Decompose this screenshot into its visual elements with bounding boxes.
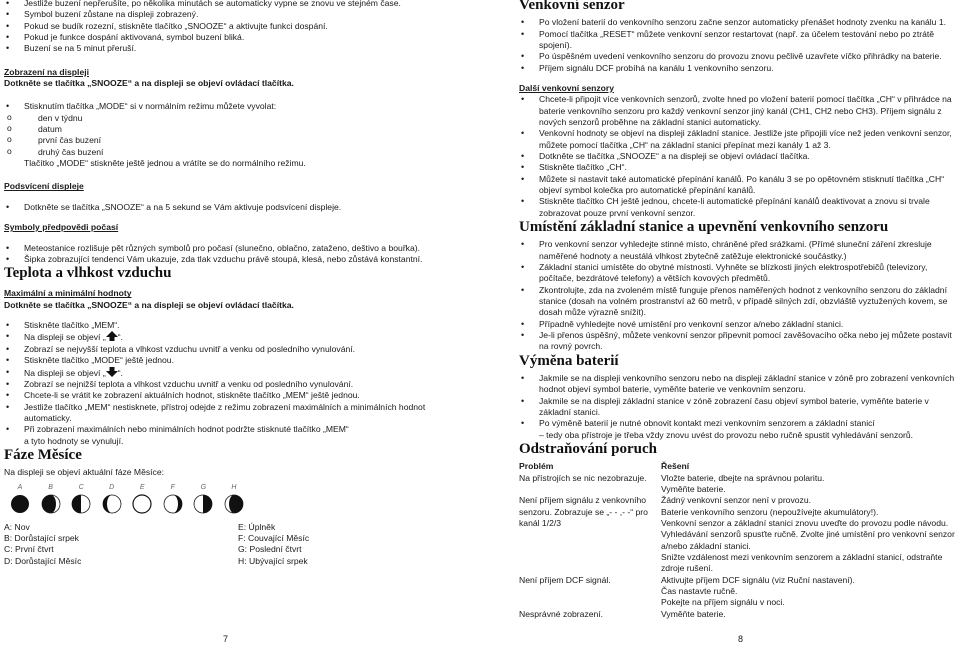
list-item: • Případně vyhledejte nové umístění pro venkovní senzor a/nebo základní stanici. bbox=[519, 319, 955, 330]
mode-bullet: • Stisknutím tlačítka „MODE“ si v normálním režimu můžete vyvolat: bbox=[4, 101, 444, 112]
list-item: • Na displeji se objeví „ “. bbox=[4, 331, 444, 343]
list-item: • Základní stanici umístěte do obytné místnosti. Vyhněte se blízkosti jiných elektrospotřebičů (televizory, počítače, bezdrátové telefony) a větších kovových předmětů. bbox=[519, 262, 955, 285]
solution-cell: Vložte baterie, dbejte na správnou polaritu. Vyměňte baterie. bbox=[661, 472, 825, 495]
right-column bbox=[519, 0, 955, 620]
moon-intro: Na displeji se objeví aktuální fáze Měsíce: bbox=[4, 467, 165, 478]
display-note: Dotkněte se tlačítka „SNOOZE“ a na displeji se objeví ovládací tlačítka. bbox=[4, 78, 294, 89]
list-item: • Stiskněte tlačítko CH ještě jednou, chcete-li automatické přepínání kanálů deaktivovat a znovu si trvale zobrazovat pouze první venkovní senzor. bbox=[519, 196, 955, 219]
phase-item: F: Couvající Měsíc bbox=[238, 533, 310, 544]
full-moon-icon bbox=[132, 494, 152, 514]
list-item: • Chcete-li připojit více venkovních senzorů, zvolte hned po vložení baterií pomocí tlačítka „CH“ v přihrádce na baterie venkovního senzoru pro každý venkovní senzor jiný kanál (CH1, CH2 nebo CH3). Příjem signálu z nových senzorů proběhne na základní stanici automaticky. bbox=[519, 94, 955, 128]
moon-letter: C bbox=[78, 483, 84, 491]
problem-cell: Není příjem signálu z venkovního senzoru. Zobrazuje se „- - ,- -“ pro kanál 1/2/3 bbox=[519, 495, 648, 529]
trouble-table bbox=[519, 461, 955, 620]
battery-title: Výměna baterií bbox=[519, 352, 619, 369]
list-item: • Dotkněte se tlačítka „SNOOZE“ a na displeji se objeví ovládací tlačítka. bbox=[519, 151, 955, 162]
phase-item: E: Úplněk bbox=[238, 521, 276, 532]
solution-cell: Vyměňte baterie. bbox=[661, 608, 726, 619]
list-item: • Můžete si nastavit také automatické přepínání kanálů. Po kanálu 3 se po opětovném stisknutí tlačítka „CH“ objeví symbol kolečka pro automatické přepínání kanálů. bbox=[519, 174, 955, 197]
phase-item: H: Ubývající srpek bbox=[238, 555, 308, 566]
page-number-right: 8 bbox=[738, 634, 744, 644]
col-solution: Řešení bbox=[661, 461, 690, 472]
first-quarter-icon bbox=[71, 494, 91, 514]
outdoor-title: Venkovní senzor bbox=[519, 0, 625, 13]
new-moon-icon bbox=[10, 494, 30, 514]
more-sensors-heading: Další venkovní senzory bbox=[519, 82, 615, 93]
list-item: • Na displeji se objeví „ “. bbox=[4, 367, 444, 379]
phase-item: C: První čtvrt bbox=[4, 544, 54, 555]
list-item: • Jakmile se na displeji základní stanice v zóně zobrazení času objeví symbol baterie, vyměňte baterie v základní stanici. bbox=[519, 396, 955, 419]
list-item: • Pro venkovní senzor vyhledejte stinné místo, chráněné před srážkami. (Přímé sluneční záření zkresluje naměřené hodnoty a neustálá vlhkost zbytečně zatěžuje elektronické součástky.) bbox=[519, 239, 955, 262]
problem-cell: Není příjem DCF signál. bbox=[519, 574, 611, 585]
problem-cell: Na přístrojích se nic nezobrazuje. bbox=[519, 472, 647, 483]
table-row bbox=[519, 495, 955, 574]
moon-title: Fáze Měsíce bbox=[4, 446, 82, 463]
more-sensors-list bbox=[519, 94, 955, 219]
table-row bbox=[519, 473, 955, 496]
list-item: • Stiskněte tlačítko „CH“. bbox=[519, 162, 955, 173]
problem-cell: Nesprávné zobrazení. bbox=[519, 608, 604, 619]
list-item: • Stiskněte tlačítko „MODE“ ještě jednou. bbox=[4, 355, 444, 366]
phase-item: D: Dorůstající Měsíc bbox=[4, 555, 82, 566]
list-item: • Šipka zobrazující tendenci Vám ukazuje, zda tlak vzduchu právě stoupá, klesá, nebo zůstává konstantní. bbox=[4, 254, 444, 265]
list-item: • Venkovní hodnoty se objeví na displeji základní stanice. Jestliže jste připojili více než jeden venkovní senzor, můžete pomocí tlačítka „CH“ na základní stanici přepínat mezi kanály 1 až 3. bbox=[519, 128, 955, 151]
moon-letter-row bbox=[4, 483, 244, 492]
list-item: • Po úspěšném uvedení venkovního senzoru do provozu znovu pečlivě uzavřete víčko přihrádky na baterie. bbox=[519, 51, 955, 62]
list-item: • Po vložení baterií do venkovního senzoru začne senzor automaticky přenášet hodnoty zvenku na kanálu 1. bbox=[519, 17, 955, 28]
moon-letter: E bbox=[139, 483, 145, 491]
list-item-cont: – tedy oba přístroje je třeba vždy znovu uvést do provozu nebo ručně spustit vyhledávání senzorů. bbox=[539, 429, 914, 440]
waning-gibbous-icon bbox=[163, 494, 183, 514]
list-item: • Buzení se na 5 minut přeruší. bbox=[4, 43, 444, 54]
list-item: • Jakmile se na displeji venkovního senzoru nebo na displeji základní stanice v zóně pro zobrazení venkovních hodnot objeví symbol baterie, vyměňte baterie ve venkovním senzoru. bbox=[519, 373, 955, 396]
moon-phase-icons bbox=[4, 494, 244, 514]
phase-column bbox=[4, 522, 238, 567]
left-column bbox=[4, 0, 444, 567]
mode-return: Tlačítko „MODE“ stiskněte ještě jednou a vrátíte se do normálního režimu. bbox=[24, 158, 306, 169]
placement-list bbox=[519, 239, 955, 352]
list-item: • Při zobrazení maximálních nebo minimálních hodnot podržte stisknuté tlačítko „MEM“ bbox=[4, 424, 444, 435]
moon-letter: F bbox=[170, 483, 175, 491]
list-item: • Stiskněte tlačítko „MEM“. bbox=[4, 320, 444, 331]
list-item: • Chcete-li se vrátit ke zobrazení aktuálních hodnot, stiskněte tlačítko „MEM“ ještě jednou. bbox=[4, 390, 444, 401]
list-item: • Po výměně baterií je nutné obnovit kontakt mezi venkovním senzorem a základní stanicí bbox=[519, 418, 955, 429]
mode-item: o první čas buzení bbox=[4, 135, 444, 146]
solution-cell: Žádný venkovní senzor není v provozu. Baterie venkovního senzoru (nepoužívejte akumulátory!). Venkovní senzor a základní stanici znovu uveďte do provozu podle návodu. Vyhledávání senzorů spusťte ručně. Zvolte jiné umístění pro venkovní senzor a/nebo základní stanici. Snižte vzdálenost mezi venkovním senzorem a základní stanicí, odstraňte zdroje rušení. bbox=[661, 495, 955, 574]
solution-cell: Aktivujte příjem DCF signálu (viz Ruční nastavení). Čas nastavte ručně. Pokejte na příjem signálu v noci. bbox=[661, 574, 855, 608]
list-item: • Zobrazí se nejvyšší teplota a vlhkost vzduchu uvnitř a venku od posledního vynulování. bbox=[4, 344, 444, 355]
list-item: • Pokud je funkce dospání aktivovaná, symbol buzení bliká. bbox=[4, 32, 444, 43]
moon-letter: G bbox=[200, 483, 207, 491]
last-quarter-icon bbox=[193, 494, 213, 514]
trouble-title: Odstraňování poruch bbox=[519, 441, 657, 458]
list-item: • Pomocí tlačítka „RESET“ můžete venkovní senzor restartovat (např. za účelem testování nebo po ztrátě spojení). bbox=[519, 29, 955, 52]
mode-item: o druhý čas buzení bbox=[4, 147, 444, 158]
phase-item: B: Dorůstající srpek bbox=[4, 533, 79, 544]
list-item: • Příjem signálu DCF probíhá na kanálu 1 venkovního senzoru. bbox=[519, 63, 955, 74]
placement-title: Umístění základní stanice a upevnění venkovního senzoru bbox=[519, 219, 889, 236]
list-item: • Meteostanice rozlišuje pět různých symbolů pro počasí (slunečno, oblačno, zataženo, deštivo a bouřka). bbox=[4, 243, 444, 254]
moon-letter: D bbox=[109, 483, 115, 491]
phase-item: G: Poslední čtvrt bbox=[238, 544, 302, 555]
mode-item: o datum bbox=[4, 124, 444, 135]
minmax-list bbox=[4, 320, 444, 447]
table-row bbox=[519, 609, 955, 620]
moon-letter: B bbox=[48, 483, 53, 491]
list-item: • Zobrazí se nejnižší teplota a vlhkost vzduchu uvnitř a venku od posledního vynulování. bbox=[4, 379, 444, 390]
arrow-up-icon bbox=[106, 331, 118, 341]
intro-list bbox=[4, 0, 444, 55]
display-heading: Zobrazení na displeji bbox=[4, 66, 89, 77]
trouble-header bbox=[519, 461, 955, 472]
list-item: • Jestliže buzení nepřerušíte, po několika minutách se automaticky vypne se znovu ve stejném čase. bbox=[4, 0, 444, 9]
col-problem: Problém bbox=[519, 461, 554, 472]
list-item: • Jestliže tlačítko „MEM“ nestisknete, přístroj odejde z režimu zobrazení maximálních a minimálních hodnot automaticky. bbox=[4, 402, 444, 425]
symbols-heading: Symboly předpovědi počasí bbox=[4, 222, 119, 233]
table-row bbox=[519, 575, 955, 609]
list-item: • Zkontrolujte, zda na zvoleném místě funguje přenos naměřených hodnot z venkovního senzoru do základní stanice (dosah na volném prostranství až 60 metrů, v případě silných zdí, obzvláště vyztužených kovem, se dosah může výrazně snížit). bbox=[519, 285, 955, 319]
phase-column bbox=[238, 522, 309, 567]
moon-letter: H bbox=[231, 483, 237, 491]
waning-crescent-icon bbox=[224, 494, 244, 514]
list-item-cont: a tyto hodnoty se vynulují. bbox=[24, 435, 124, 446]
minmax-heading: Maximální a minimální hodnoty bbox=[4, 288, 132, 299]
list-item: • Pokud se budík rozezní, stiskněte tlačítko „SNOOZE“ a aktivujte funkci dospání. bbox=[4, 21, 444, 32]
battery-list bbox=[519, 373, 955, 441]
backlight-bullet: • Dotkněte se tlačítka „SNOOZE“ a na 5 sekund se Vám aktivuje podsvícení displeje. bbox=[4, 202, 444, 213]
list-item: • Symbol buzení zůstane na displeji zobrazený. bbox=[4, 9, 444, 20]
page-number-left: 7 bbox=[223, 634, 229, 644]
moon-phase-legend bbox=[4, 522, 444, 567]
moon-letter: A bbox=[17, 483, 23, 491]
mode-item: o den v týdnu bbox=[4, 113, 444, 124]
backlight-heading: Podsvícení displeje bbox=[4, 181, 84, 192]
list-item: • Je-li přenos úspěšný, můžete venkovní senzor připevnit pomocí zavěšovacího očka nebo jej můžete postavit na rovný povrch. bbox=[519, 330, 955, 353]
minmax-note: Dotkněte se tlačítka „SNOOZE“ a na displeji se objeví ovládací tlačítka. bbox=[4, 299, 294, 310]
phase-item: A: Nov bbox=[4, 521, 30, 532]
waxing-gibbous-icon bbox=[102, 494, 122, 514]
arrow-down-icon bbox=[106, 367, 118, 377]
outdoor-list bbox=[519, 17, 955, 74]
temp-title: Teplota a vlhkost vzduchu bbox=[4, 265, 172, 282]
waxing-crescent-icon bbox=[41, 494, 61, 514]
